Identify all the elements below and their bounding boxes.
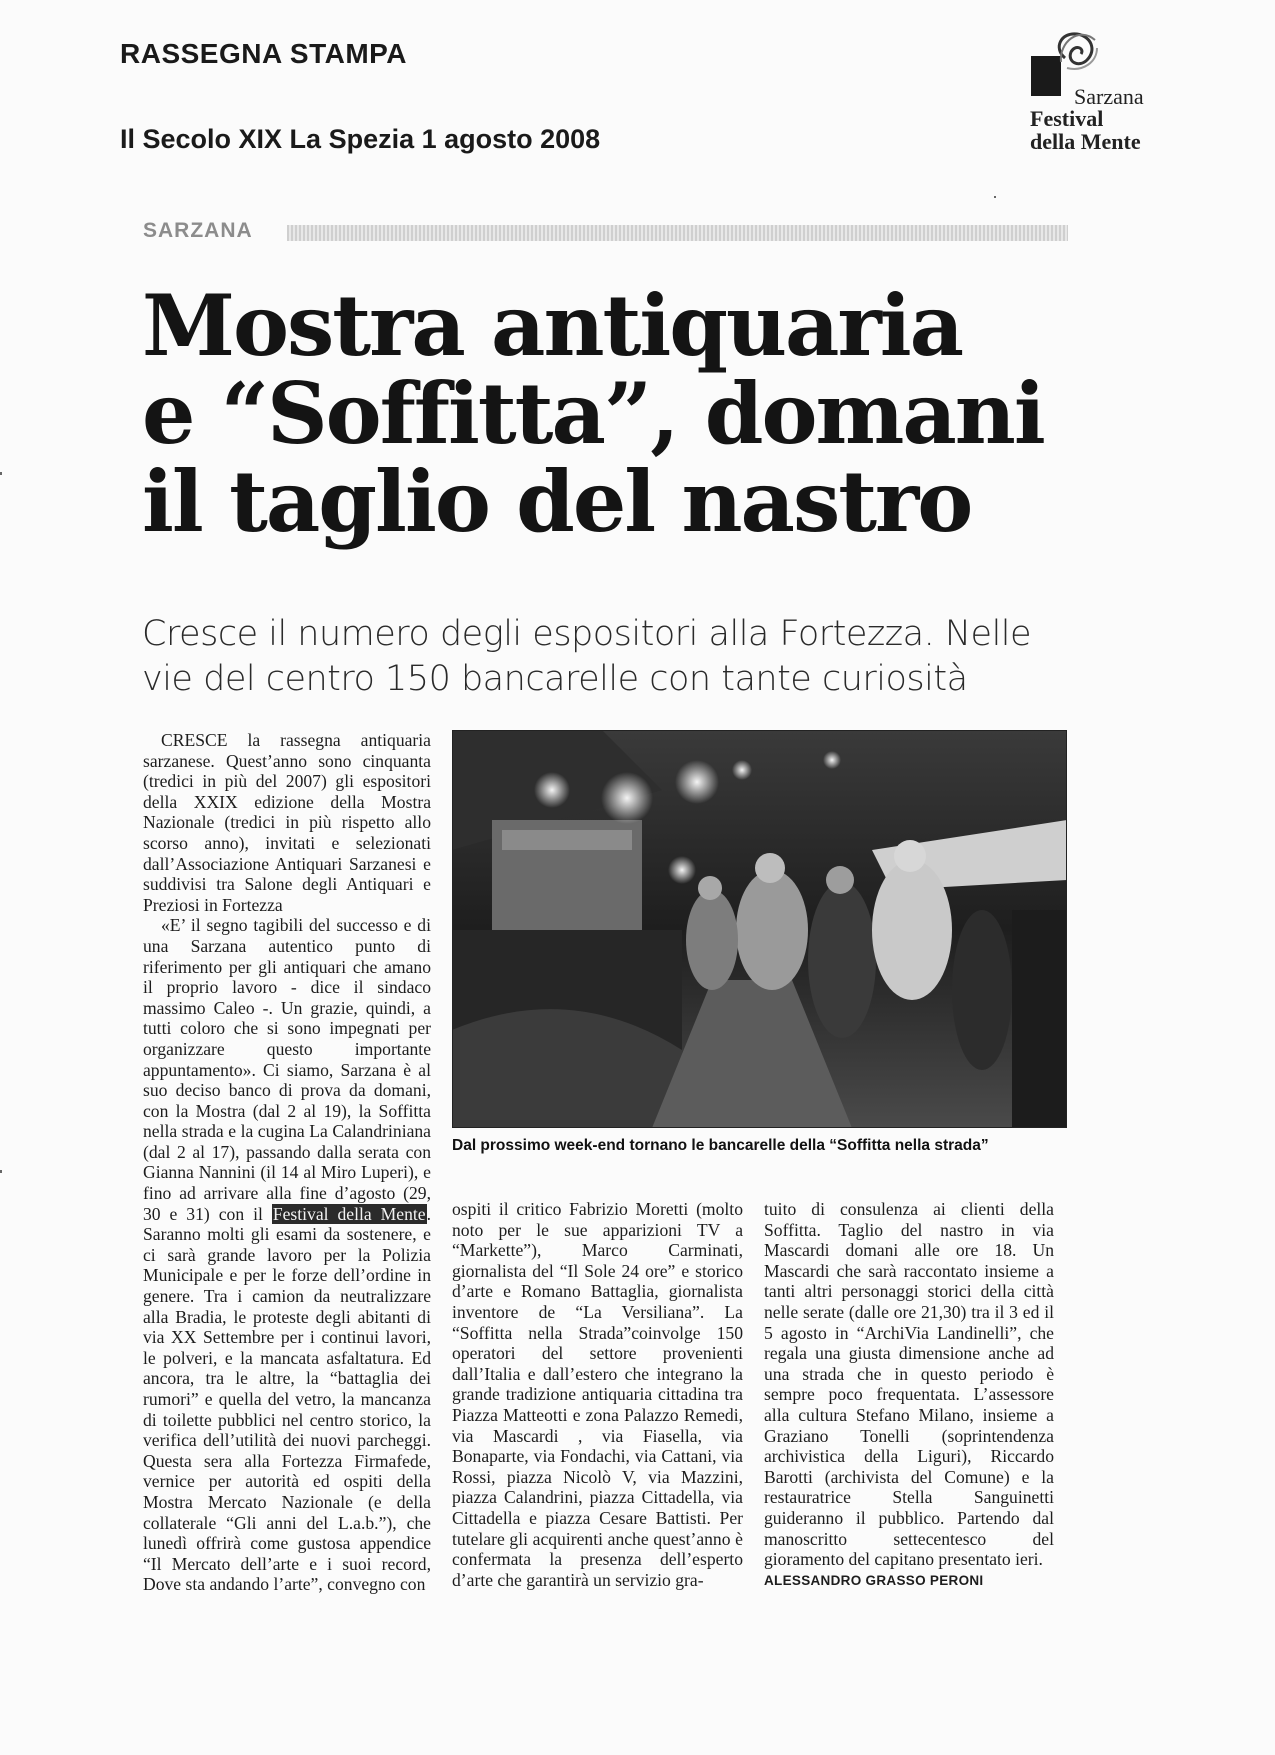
headline-line-3: il taglio del nastro	[142, 452, 972, 551]
paragraph-text: «E’ il segno tagibili del successo e di una Sarzana autentico punto di riferimento per gli antiquari che amano il proprio lavoro - dice il sindaco massimo Caleo -. Un grazie, quindi, a tutti coloro che si sono impegnati per organizzare questo importante appuntamento». Ci siamo, Sarzana è al suo deciso banco di prova da domani, con la Mostra (dal 2 al 19), la Soffitta nella strada e la cugina La Calandriniana (dal 2 al 17), passando dalla serata con Gianna Nannini (il 14 al Miro Luperi), e fino ad arrivare alla fine d’agosto (29, 30 e 31) con il	[143, 915, 431, 1224]
paragraph-text: . Saranno molti gli esami da sostenere, e ci sarà grande lavoro per la Polizia Municipale e per le forze dell’ordine in genere. Tra i camion da neutralizzare alla Bradia, le proteste degli abitanti di via XX Settembre per i continui lavori, le polveri, e la mancata asfaltatura. Ed ancora, tra le altre, la “battaglia dei rumori” e quella del vetro, la mancanza di toilette pubblici nel centro storico, la verifica dell’utilità dei nuovi parcheggi. Questa sera alla Fortezza Firmafede, vernice per autorità ed ospiti della Mostra Mercato Nazionale (e della collaterale “Gli anni del L.a.b.”), che lunedì offrirà come gustosa appendice “Il Mercato dell’arte e i suoi record, Dove sta andando l’arte”, convegno con	[143, 1203, 431, 1595]
logo-text-della-mente: della Mente	[1030, 129, 1141, 154]
paragraph: tuito di consulenza ai clienti della Soffitta. Taglio del nastro in via Mascardi domani alle ore 18. Un Mascardi che sarà raccontato insieme a tanti altri personaggi storici della città nelle serate (dalle ore 21,30) tra il 3 ed il 5 agosto in “ArchiVia Landinelli”, che regala una giusta dimensione anche ad una strada che in questo periodo è sempre poco frequentata. L’assessore alla cultura Stefano Milano, insieme a Graziano Tonelli (soprintendenza archivistica della Liguri), Riccardo Barotti (archivista del Comune) e la restauratrice Stella Sanguinetti guideranno il pubblico. Partendo dal manoscritto settecentesco del gioramento del capitano presentato ieri.	[764, 1199, 1054, 1570]
scan-mark	[994, 196, 996, 198]
headline-line-1: Mostra antiquaria	[142, 276, 963, 375]
section-rule	[287, 225, 1068, 241]
article-column-3	[764, 1199, 1054, 1591]
article-column-1	[143, 730, 431, 1595]
logo-text-sarzana: Sarzana	[1074, 84, 1144, 109]
market-night-photo	[452, 730, 1067, 1128]
article-column-2	[452, 1199, 743, 1590]
festival-logo	[1027, 28, 1202, 158]
paragraph: ospiti il critico Fabrizio Moretti (molto noto per le sue apparizioni TV a “Markette”), Marco Carminati, giornalista del “Il Sole 24 ore” e storico d’arte e Romano Battaglia, giornalista inventore de “La Versiliana”. La “Soffitta nella Strada”coinvolge 150 operatori del settore provenienti dall’Italia e dall’estero che integrano la grande tradizione antiquaria cittadina tra Piazza Matteotti e zona Palazzo Remedi, via Mascardi , via Fiasella, via Bonaparte, via Fondachi, via Cattani, via Rossi, piazza Nicolò V, via Mazzini, piazza Calandrini, piazza Cittadella, via Cittadella e piazza Cesare Battisti. Per tutelare gli acquirenti anche quest’anno è confermata la presenza dell’esperto d’arte che garantirà un servizio gra-	[452, 1199, 743, 1590]
paragraph	[143, 915, 431, 1595]
logo-text-festival: Festival	[1030, 106, 1104, 131]
article-headline	[142, 276, 1142, 551]
photo-caption: Dal prossimo week-end tornano le bancarelle della “Soffitta nella strada”	[452, 1137, 989, 1154]
article-photo	[452, 730, 1067, 1128]
author-byline: ALESSANDRO GRASSO PERONI	[764, 1572, 984, 1588]
scan-mark	[0, 1170, 2, 1173]
article-subtitle: Cresce il numero degli espositori alla Fortezza. Nelle vie del centro 150 bancarelle con tante curiosità	[142, 614, 1032, 699]
festival-highlight: Festival della Mente	[272, 1203, 426, 1224]
section-label: SARZANA	[143, 219, 253, 242]
page-title: RASSEGNA STAMPA	[120, 38, 407, 69]
paragraph: CRESCE la rassegna antiquaria sarzanese. Quest’anno sono cinquanta (tredici in più del 2007) gli espositori della XXIX edizione della Mostra Nazionale (tredici in più rispetto allo scorso anno), invitati e selezionati dall’Associazione Antiquari Sarzanesi e suddivisi tra Salone degli Antiquari e Preziosi in Fortezza	[143, 730, 431, 915]
source-line: Il Secolo XIX La Spezia 1 agosto 2008	[120, 124, 601, 154]
scan-mark	[0, 472, 2, 475]
headline-line-2: e “Soffitta”, domani	[142, 364, 1044, 463]
section-heading	[143, 219, 1068, 245]
